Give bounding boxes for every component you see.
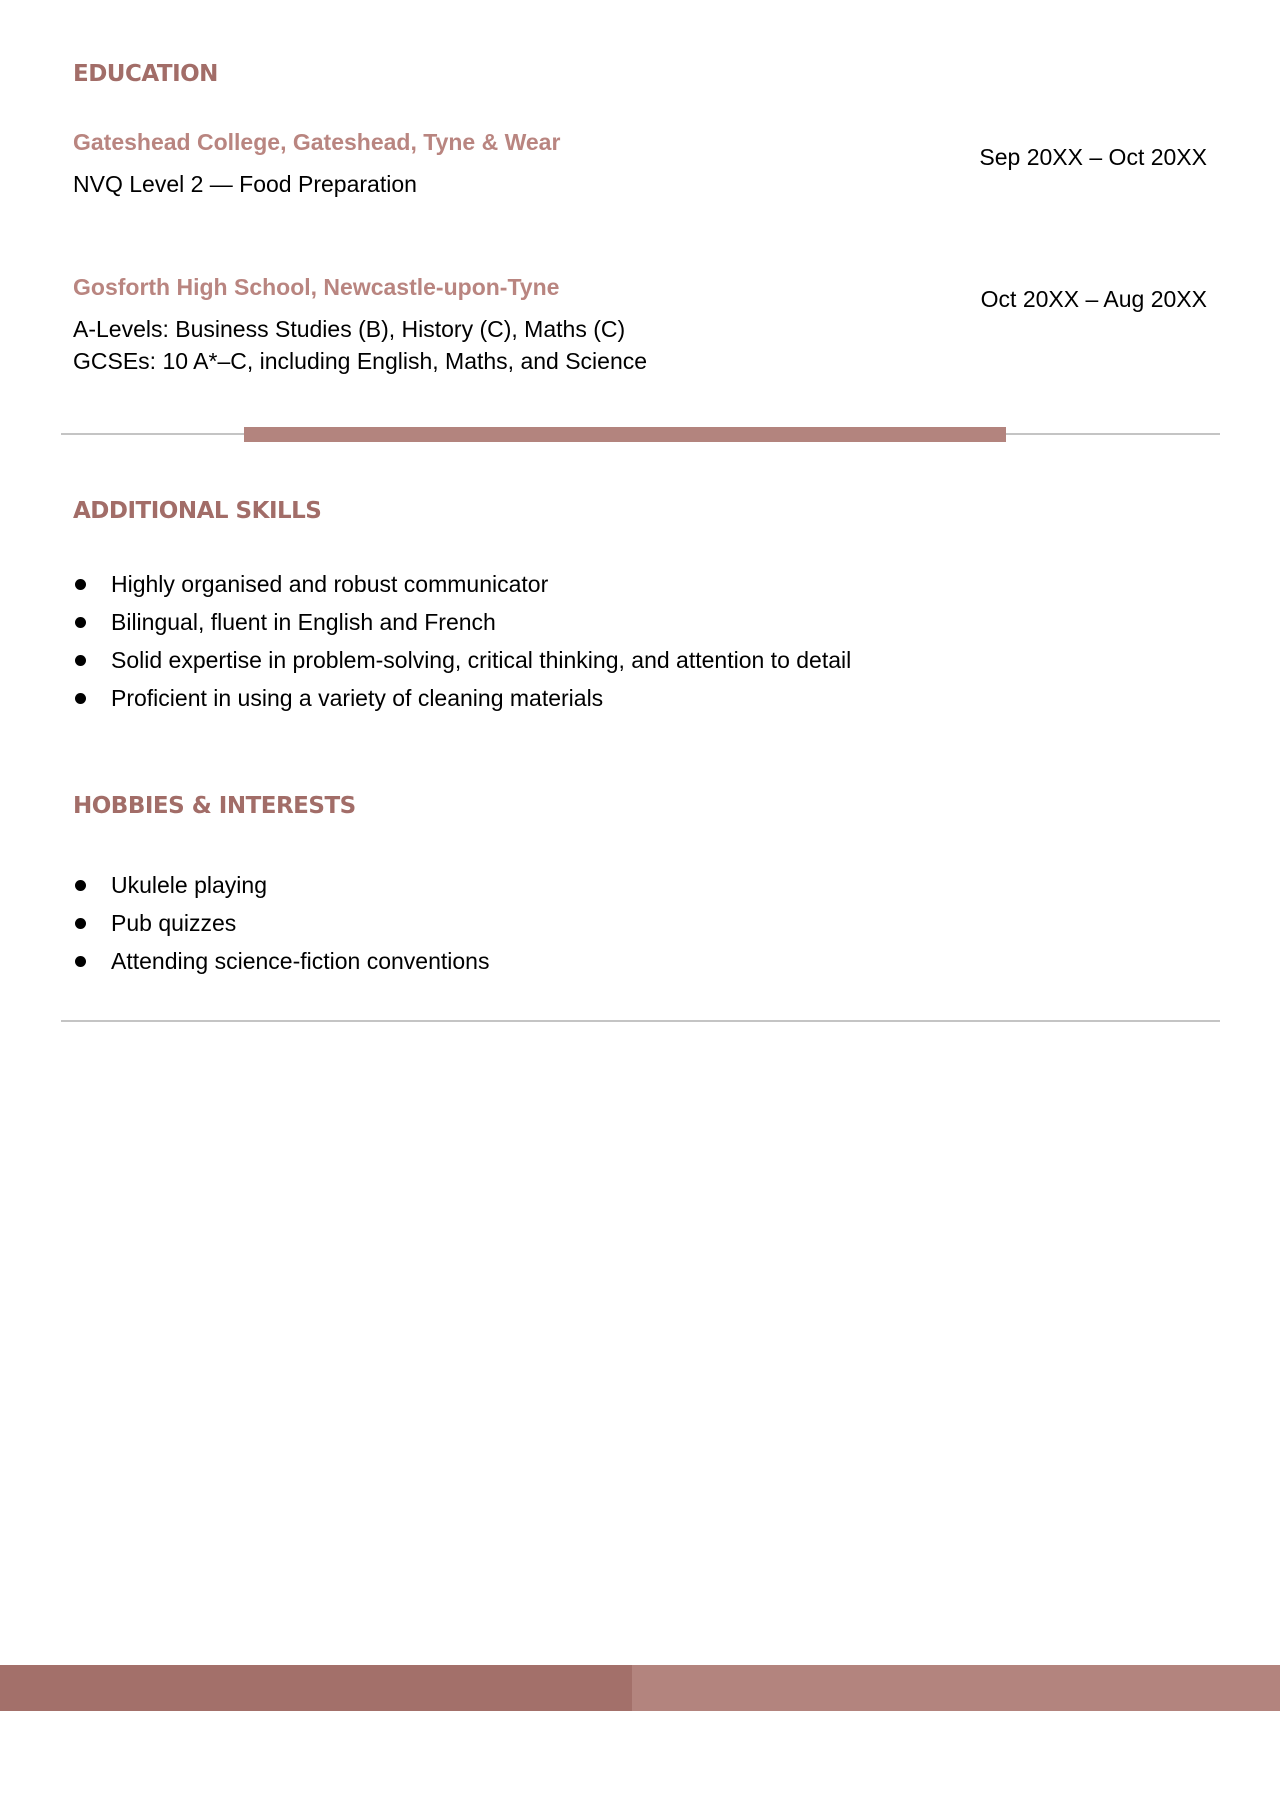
list-item-text: Highly organised and robust communicator (111, 571, 549, 597)
list-item (73, 679, 851, 717)
skills-heading: ADDITIONAL SKILLS (73, 498, 322, 524)
list-item (73, 866, 489, 904)
list-item-text: Attending science-fiction conventions (111, 948, 490, 974)
bullet-icon (75, 693, 86, 704)
school-name: Gateshead College, Gateshead, Tyne & Wear (73, 129, 561, 155)
date-range: Sep 20XX – Oct 20XX (979, 144, 1207, 170)
bullet-icon (75, 956, 86, 967)
list-item-text: Pub quizzes (111, 910, 237, 936)
list-item-text: Bilingual, fluent in English and French (111, 609, 496, 635)
bullet-icon (75, 579, 86, 590)
qualification-line: NVQ Level 2 — Food Preparation (73, 171, 417, 197)
section-divider (61, 1020, 1220, 1022)
bullet-icon (75, 918, 86, 929)
footer-bar-dark (0, 1665, 632, 1711)
hobbies-list (73, 866, 489, 980)
date-range: Oct 20XX – Aug 20XX (980, 286, 1207, 312)
bullet-icon (75, 617, 86, 628)
list-item (73, 942, 489, 980)
school-name: Gosforth High School, Newcastle-upon-Tyne (73, 274, 560, 300)
qualification-line: A-Levels: Business Studies (B), History (C), Maths (C) (73, 316, 626, 342)
list-item (73, 904, 489, 942)
qualification-line: GCSEs: 10 A*–C, including English, Maths, and Science (73, 348, 648, 374)
list-item (73, 603, 851, 641)
list-item-text: Solid expertise in problem-solving, critical thinking, and attention to detail (111, 647, 852, 673)
list-item-text: Proficient in using a variety of cleaning materials (111, 685, 604, 711)
list-item-text: Ukulele playing (111, 872, 267, 898)
bullet-icon (75, 880, 86, 891)
footer-bar-light (632, 1665, 1280, 1711)
bullet-icon (75, 655, 86, 666)
hobbies-heading: HOBBIES & INTERESTS (73, 793, 356, 819)
education-heading: EDUCATION (73, 61, 218, 87)
accent-bar (244, 427, 1006, 442)
list-item (73, 641, 851, 679)
skills-list (73, 565, 851, 717)
list-item (73, 565, 851, 603)
